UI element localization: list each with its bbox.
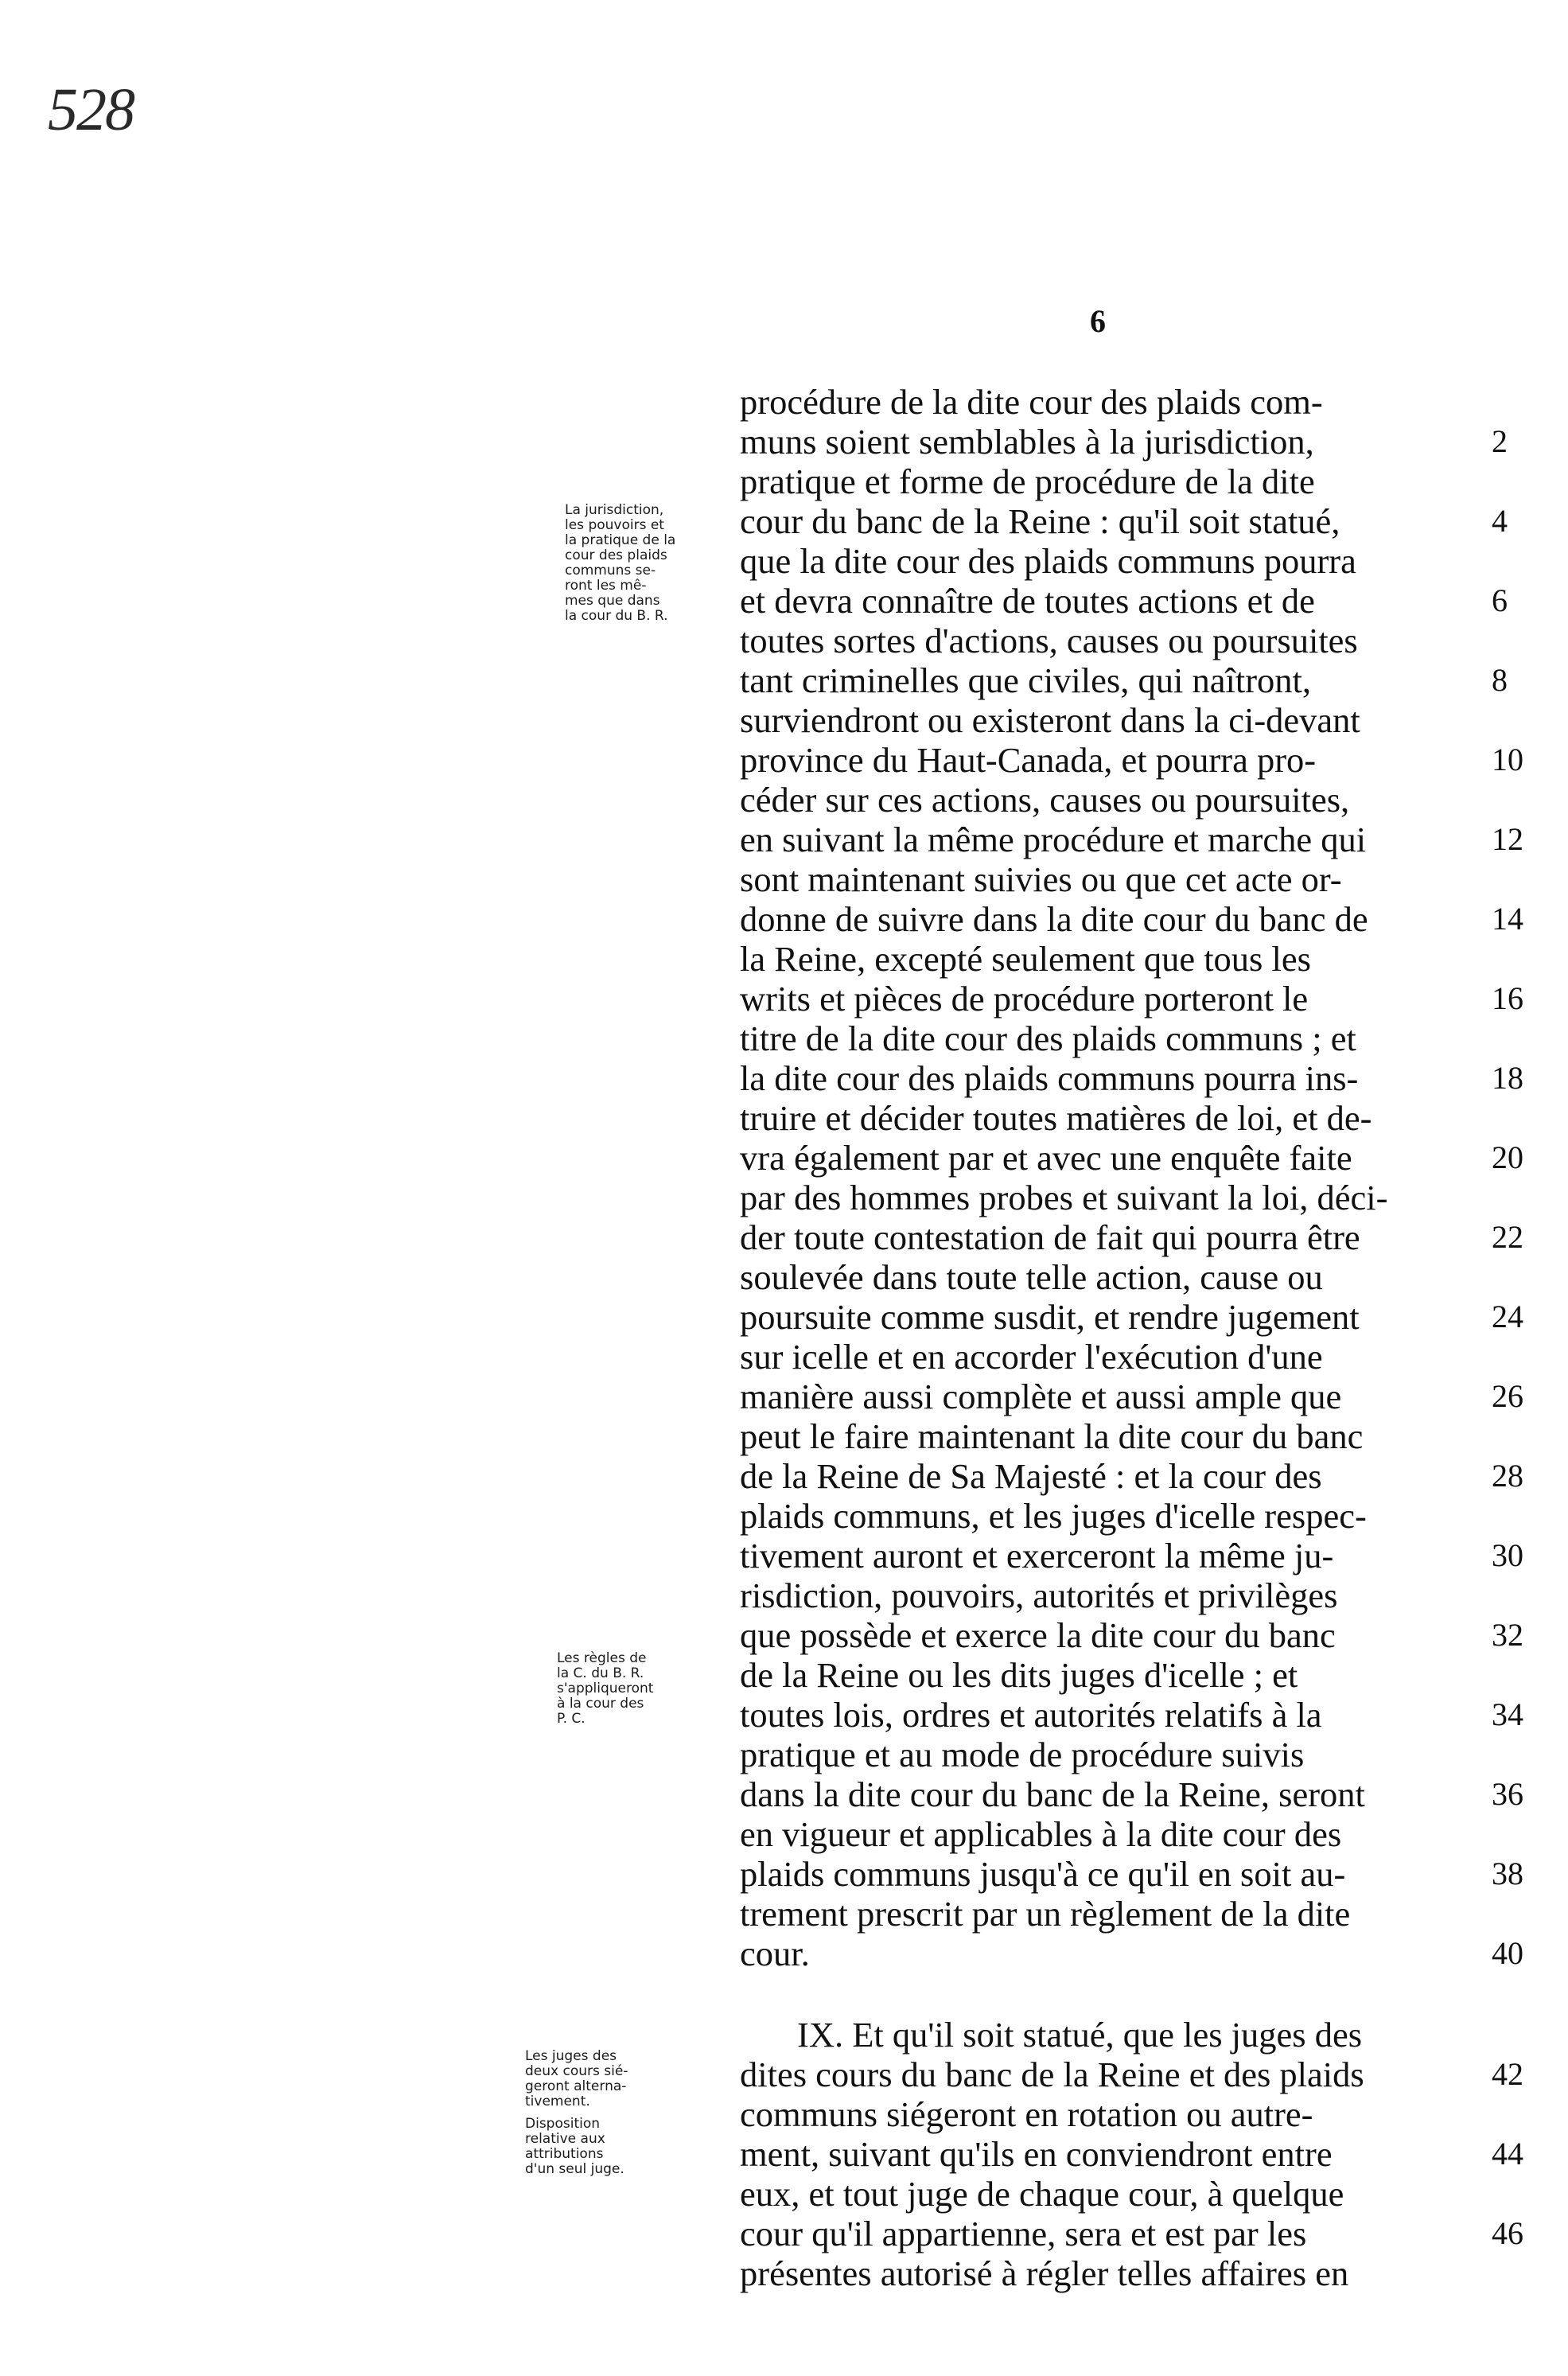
line-text: vra également par et avec une enquête faite <box>740 1138 1352 1178</box>
line-number: 4 <box>1492 503 1508 539</box>
margin-note-line: Les règles de <box>557 1650 647 1666</box>
line-text: trement prescrit par un règlement de la dite <box>740 1894 1351 1934</box>
line-text: toutes sortes d'actions, causes ou poursuites <box>740 621 1358 660</box>
line-text: et devra connaître de toutes actions et de <box>740 581 1315 621</box>
body-text <box>740 382 1523 2293</box>
text-line <box>740 2134 1523 2174</box>
line-number: 14 <box>1492 901 1523 937</box>
line-text: titre de la dite cour des plaids communs ; et <box>740 1019 1356 1058</box>
line-text: dites cours du banc de la Reine et des plaids <box>740 2055 1364 2094</box>
text-line <box>740 382 1504 422</box>
text-line <box>740 621 1504 660</box>
margin-note-line: la pratique de la <box>565 532 676 548</box>
line-number: 28 <box>1492 1458 1523 1494</box>
line-text: ment, suivant qu'ils en conviendront entre <box>740 2134 1333 2174</box>
line-number: 26 <box>1492 1378 1523 1414</box>
text-line <box>740 859 1504 899</box>
text-line <box>740 2253 1504 2293</box>
line-number: 2 <box>1492 423 1508 459</box>
text-line <box>740 939 1504 979</box>
line-number: 44 <box>1492 2136 1523 2172</box>
margin-note-line: s'appliqueront <box>557 1681 654 1696</box>
text-line <box>740 1615 1523 1655</box>
text-line <box>740 1416 1504 1456</box>
line-text: surviendront ou existeront dans la ci-devant <box>740 700 1360 740</box>
line-text: plaids communs jusqu'à ce qu'il en soit au- <box>740 1854 1346 1894</box>
text-line <box>740 1019 1504 1058</box>
line-text: peut le faire maintenant la dite cour du banc <box>740 1416 1364 1456</box>
line-number: 8 <box>1492 662 1508 698</box>
line-text: manière aussi complète et aussi ample que <box>740 1377 1342 1416</box>
line-number: 32 <box>1492 1617 1523 1653</box>
line-text: en suivant la même procédure et marche qui <box>740 820 1367 859</box>
margin-note-line: mes que dans <box>565 593 660 609</box>
line-text: soulevée dans toute telle action, cause ou <box>740 1257 1323 1297</box>
text-line <box>740 1178 1504 1217</box>
line-number: 24 <box>1492 1299 1523 1334</box>
text-line <box>740 1576 1504 1615</box>
line-text: pratique et au mode de procédure suivis <box>740 1735 1305 1774</box>
margin-note-line: à la cour des <box>557 1696 644 1712</box>
text-line <box>740 581 1508 621</box>
text-line <box>740 1774 1523 1814</box>
margin-note-line: communs se- <box>565 563 656 578</box>
line-text: communs siégeront en rotation ou autre- <box>740 2094 1313 2134</box>
margin-note-line: La jurisdiction, <box>565 502 664 518</box>
margin-note-line: d'un seul juge. <box>525 2161 624 2177</box>
line-text: sont maintenant suivies ou que cet acte or- <box>740 859 1342 899</box>
line-text: que la dite cour des plaids communs pourra <box>740 541 1356 581</box>
line-text: de la Reine de Sa Majesté : et la cour des <box>740 1456 1322 1496</box>
line-text: pratique et forme de procédure de la dite <box>740 462 1315 501</box>
text-line <box>740 1496 1504 1536</box>
line-text: procédure de la dite cour des plaids com- <box>740 382 1323 422</box>
text-line <box>740 1138 1523 1178</box>
text-line <box>740 1297 1523 1337</box>
line-number: 12 <box>1492 821 1523 857</box>
text-line <box>740 660 1508 700</box>
line-text: sur icelle et en accorder l'exécution d'une <box>740 1337 1323 1377</box>
line-text: présentes autorisé à régler telles affaires en <box>740 2253 1349 2293</box>
line-text: IX. Et qu'il soit statué, que les juges des <box>797 2015 1363 2055</box>
line-number: 38 <box>1492 1856 1523 1891</box>
line-text: truire et décider toutes matières de loi, et de- <box>740 1098 1372 1138</box>
margin-note-line: relative aux <box>525 2131 605 2147</box>
line-text: la dite cour des plaids communs pourra ins- <box>740 1058 1359 1098</box>
margin-note-line: les pouvoirs et <box>565 517 664 533</box>
line-number: 42 <box>1492 2056 1523 2092</box>
line-text: der toute contestation de fait qui pourra être <box>740 1217 1360 1257</box>
line-text: tivement auront et exerceront la même ju- <box>740 1536 1334 1576</box>
text-line <box>740 462 1504 501</box>
line-number: 46 <box>1492 2215 1523 2251</box>
section-ix-first-line <box>740 2015 1504 2055</box>
text-line <box>740 820 1523 859</box>
text-line <box>740 740 1523 780</box>
text-line <box>740 1854 1523 1894</box>
line-text: en vigueur et applicables à la dite cour des <box>740 1814 1342 1854</box>
text-line <box>740 1058 1523 1098</box>
line-number: 22 <box>1492 1219 1523 1255</box>
line-text: cour qu'il appartienne, sera et est par les <box>740 2214 1307 2253</box>
text-line <box>740 700 1504 740</box>
text-line <box>740 1217 1523 1257</box>
line-text: cour du banc de la Reine : qu'il soit statué, <box>740 501 1340 541</box>
line-text: donne de suivre dans la dite cour du banc de <box>740 899 1368 939</box>
text-line <box>740 979 1523 1019</box>
line-text: province du Haut-Canada, et pourra pro- <box>740 740 1317 780</box>
margin-note-judges <box>525 2049 700 2109</box>
line-text: writs et pièces de procédure porteront le <box>740 979 1309 1019</box>
text-line <box>740 1456 1523 1496</box>
line-text: par des hommes probes et suivant la loi, déci- <box>740 1178 1388 1217</box>
line-text: risdiction, pouvoirs, autorités et privilèges <box>740 1576 1338 1615</box>
line-number: 34 <box>1492 1696 1523 1732</box>
folio-mark: 528 <box>48 76 134 143</box>
line-text: toutes lois, ordres et autorités relatifs à la <box>740 1695 1322 1735</box>
margin-note-rules <box>557 1651 732 1727</box>
text-line <box>740 1735 1504 1774</box>
text-line <box>740 1894 1504 1934</box>
margin-note-line: geront alterna- <box>525 2078 627 2094</box>
line-text: tant criminelles que civiles, qui naîtront, <box>740 660 1311 700</box>
text-line <box>740 780 1504 820</box>
line-number: 36 <box>1492 1776 1523 1812</box>
margin-note-line: tivement. <box>525 2094 590 2109</box>
page-number: 6 <box>1090 303 1106 339</box>
line-text: cour. <box>740 1934 810 1973</box>
margin-note-line: ront les mê- <box>565 578 647 594</box>
line-text: eux, et tout juge de chaque cour, à quelque <box>740 2174 1344 2214</box>
margin-note-line: attributions <box>525 2146 604 2162</box>
line-number: 18 <box>1492 1060 1523 1096</box>
text-line <box>740 1655 1504 1695</box>
line-text: la Reine, excepté seulement que tous les <box>740 939 1311 979</box>
line-text: plaids communs, et les juges d'icelle respec- <box>740 1496 1367 1536</box>
text-line <box>740 1536 1523 1576</box>
text-line <box>740 1934 1523 1973</box>
line-number: 40 <box>1492 1935 1523 1971</box>
line-number: 6 <box>1492 582 1508 618</box>
margin-note-line: cour des plaids <box>565 547 667 563</box>
text-line <box>740 2214 1523 2253</box>
line-number: 20 <box>1492 1139 1523 1175</box>
text-line <box>740 1695 1523 1735</box>
text-line <box>740 2055 1523 2094</box>
line-number: 16 <box>1492 980 1523 1016</box>
margin-note-line: deux cours sié- <box>525 2063 628 2079</box>
margin-note-jurisdiction <box>565 503 740 624</box>
line-text: poursuite comme susdit, et rendre jugement <box>740 1297 1360 1337</box>
line-text: céder sur ces actions, causes ou poursuites, <box>740 780 1350 820</box>
text-line <box>740 1337 1504 1377</box>
line-text: de la Reine ou les dits juges d'icelle ; et <box>740 1655 1298 1695</box>
text-line <box>740 422 1508 462</box>
margin-note-line: Disposition <box>525 2116 601 2132</box>
line-text: que possède et exerce la dite cour du banc <box>740 1615 1336 1655</box>
margin-note-line: Les juges des <box>525 2048 617 2064</box>
text-line <box>740 541 1504 581</box>
text-line <box>740 2174 1504 2214</box>
line-text: dans la dite cour du banc de la Reine, seront <box>740 1774 1365 1814</box>
margin-note-single-judge <box>525 2117 700 2177</box>
text-line <box>740 1377 1523 1416</box>
text-line <box>740 1814 1504 1854</box>
text-line <box>740 899 1523 939</box>
margin-note-line: P. C. <box>557 1711 586 1727</box>
line-number: 10 <box>1492 742 1523 777</box>
margin-note-line: la C. du B. R. <box>557 1665 644 1681</box>
text-line <box>740 501 1508 541</box>
line-text: muns soient semblables à la jurisdiction, <box>740 422 1314 462</box>
text-line <box>740 2094 1504 2134</box>
line-number: 30 <box>1492 1537 1523 1573</box>
margin-note-line: la cour du B. R. <box>565 608 668 624</box>
text-line <box>740 1257 1504 1297</box>
text-line <box>740 1098 1504 1138</box>
